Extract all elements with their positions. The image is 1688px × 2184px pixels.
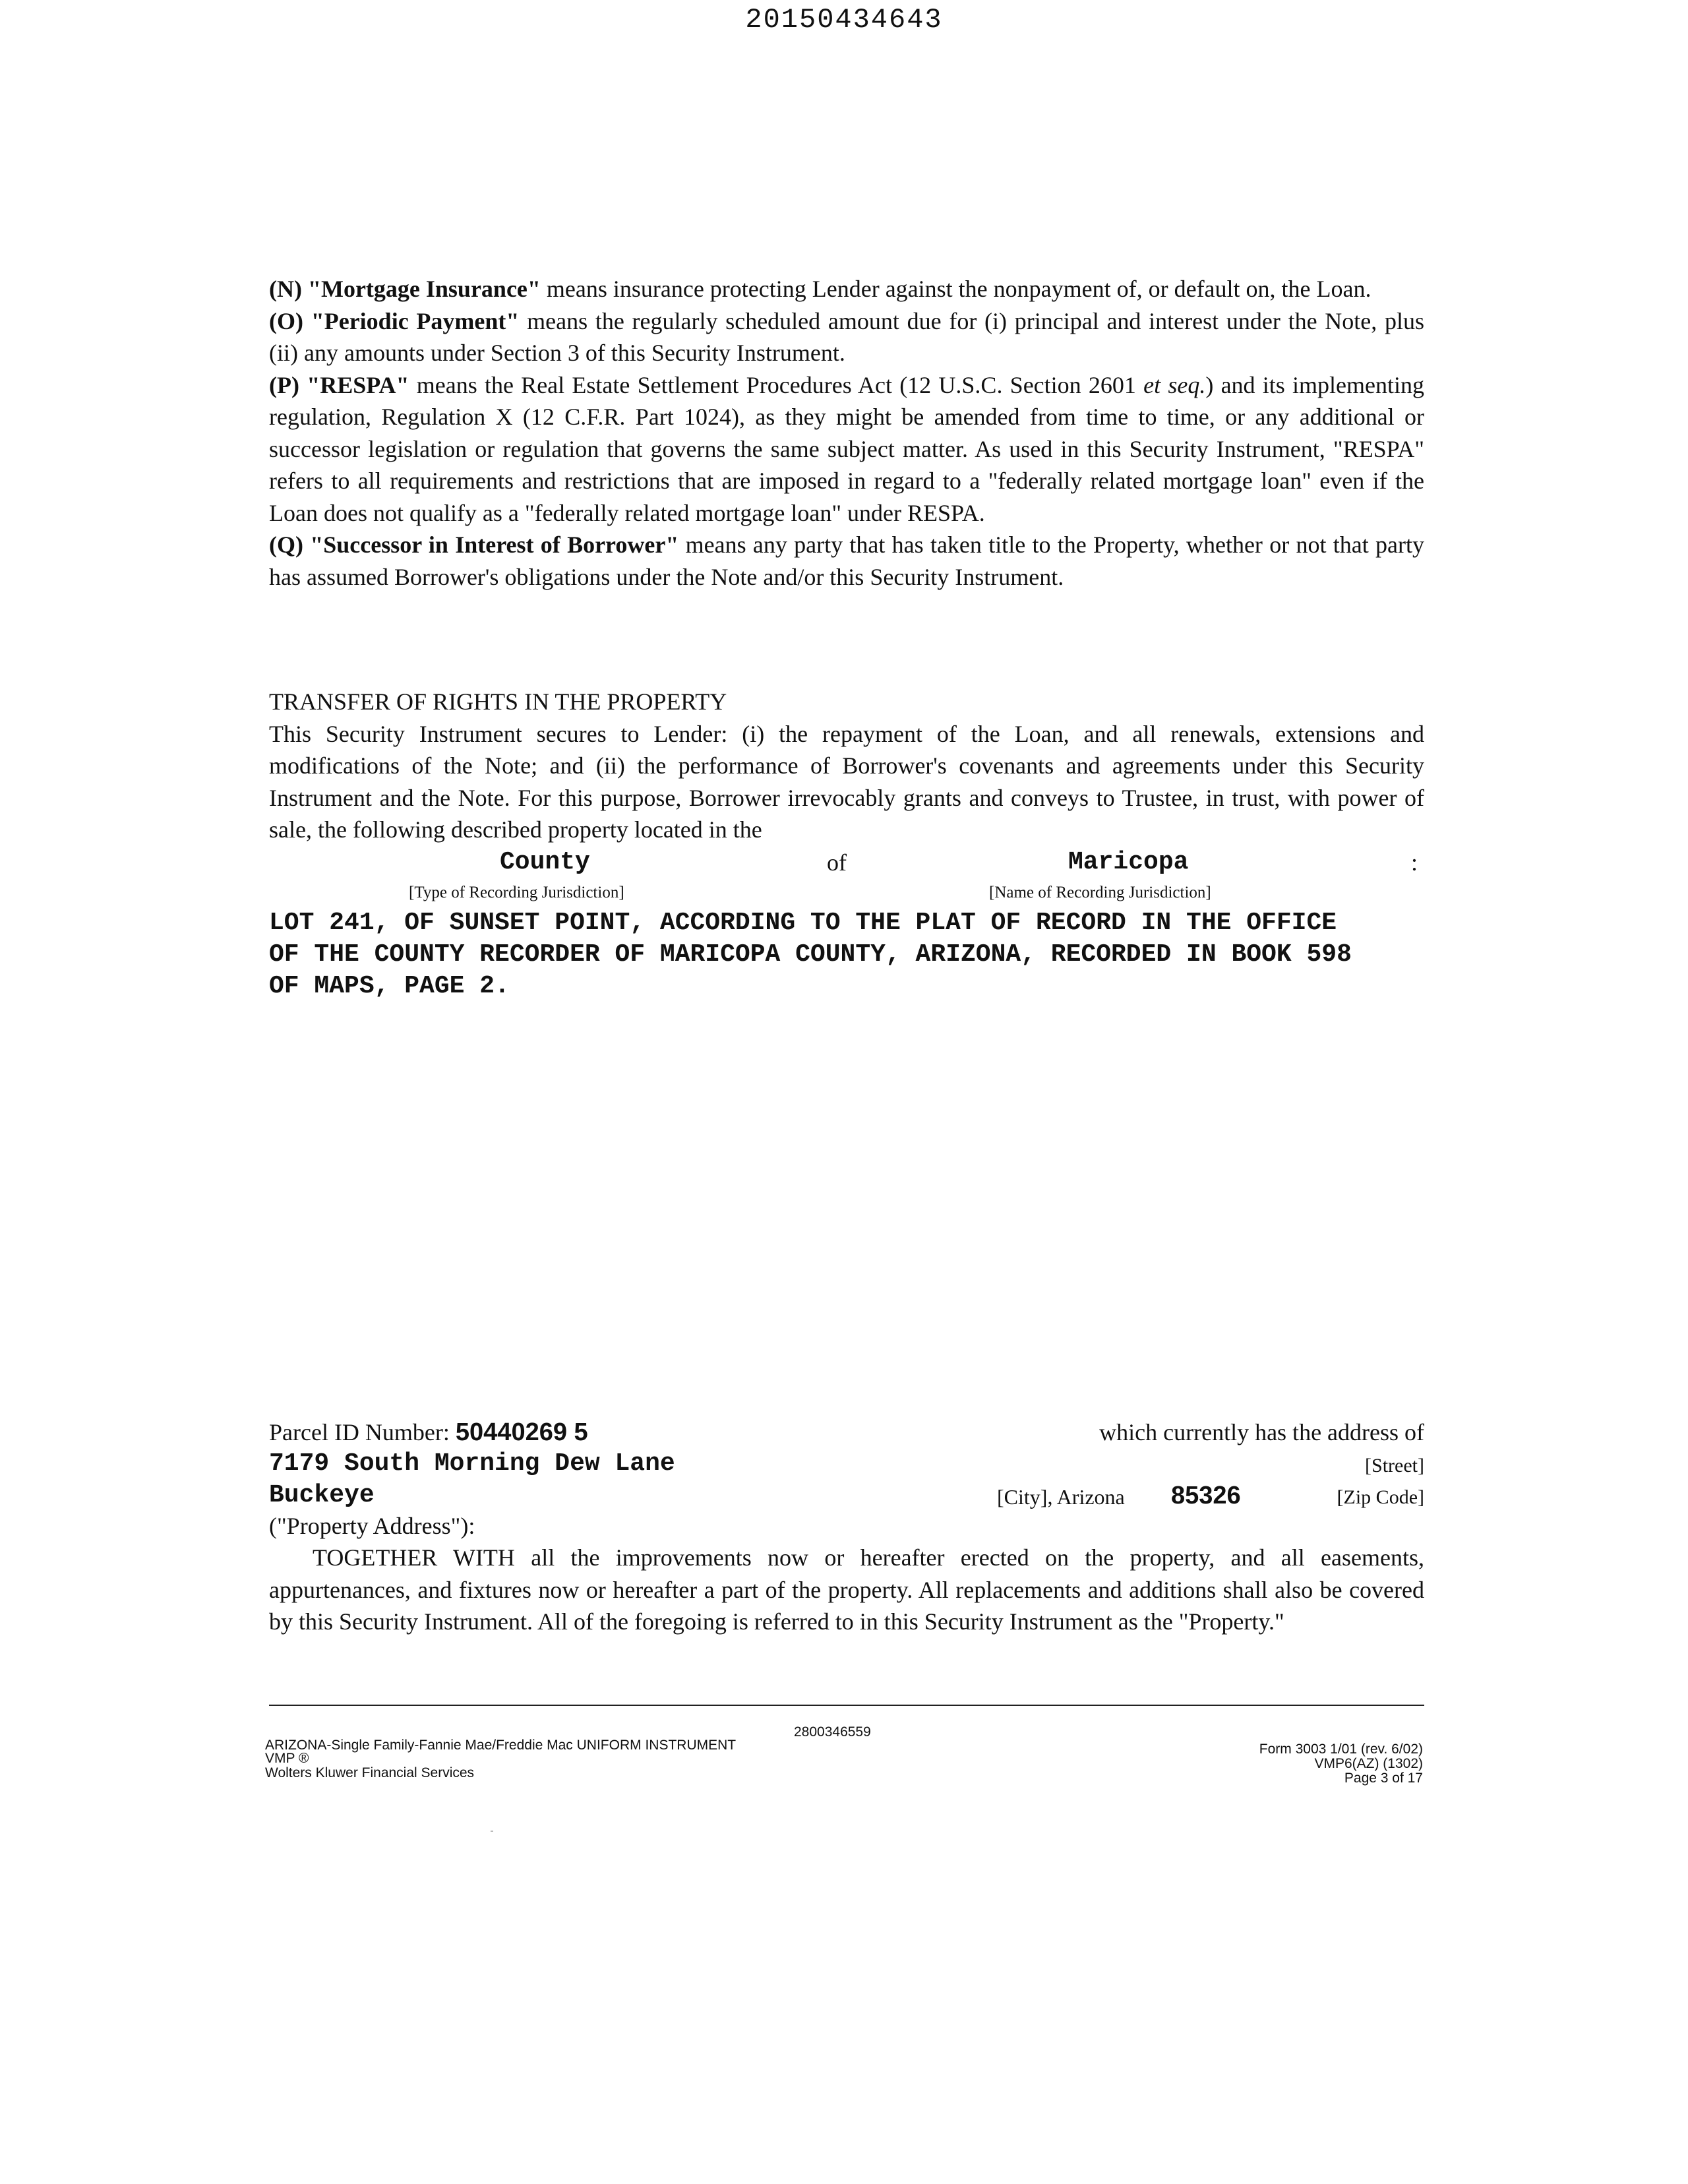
definition-text: means any party that has taken title to the Property, whether or not that party has assumed Borrower's obligations under the Note and/or this Security Instrument. <box>269 531 1425 590</box>
definition-label: (O) <box>269 307 303 334</box>
together-section <box>269 1542 1424 1638</box>
loan-number: 2800346559 <box>794 1724 871 1740</box>
definition-o <box>269 305 1424 369</box>
definition-italic: et seq. <box>1143 371 1206 398</box>
form-code: VMP6(AZ) (1302) <box>1314 1756 1423 1771</box>
form-number: Form 3003 1/01 (rev. 6/02) <box>1259 1742 1423 1757</box>
transfer-body: This Security Instrument secures to Lender: (i) the repayment of the Loan, and all renewals, extensions and modifications of the Note; and (ii) the performance of Borrower's covenants and agreements under this Security Instrument and the Note. For this purpose, Borrower irrevocably grants and conveys to Trustee, in trust, with power of sale, the following described property located in the <box>269 720 1424 843</box>
jurisdiction-of: of <box>827 849 847 876</box>
address-of-text: which currently has the address of <box>1099 1419 1424 1445</box>
definition-q <box>269 529 1424 593</box>
definition-term: "RESPA" <box>307 371 409 398</box>
jurisdiction-name: Maricopa <box>1068 848 1189 876</box>
jurisdiction-type: County <box>500 848 590 876</box>
zip-caption: [Zip Code] <box>1337 1486 1424 1508</box>
document-number: 20150434643 <box>745 4 943 36</box>
legal-line: OF MAPS, PAGE 2. <box>269 972 510 1000</box>
definition-text: ) and its implementing regulation, Regulation X (12 C.F.R. Part 1024), as they might be amended from time to time, or any additional or successor legislation or regulation that governs the same subject matter. As used in this Security Instrument, "RESPA" refers to all requirements and restrictions that are imposed in regard to a "federally related mortgage loan" even if the Loan does not qualify as a "federally related mortgage loan" under RESPA. <box>269 371 1424 526</box>
definition-p <box>269 369 1424 530</box>
parcel-label: Parcel ID Number: <box>269 1419 450 1445</box>
legal-line: LOT 241, OF SUNSET POINT, ACCORDING TO THE PLAT OF RECORD IN THE OFFICE <box>269 909 1337 937</box>
legal-description <box>269 907 1352 1002</box>
transfer-section <box>269 686 1424 846</box>
jurisdiction-colon: : <box>1411 849 1418 876</box>
parcel-number: 50440269 5 <box>455 1418 588 1446</box>
definition-n <box>269 273 1424 305</box>
definition-label: (Q) <box>269 531 303 558</box>
legal-line: OF THE COUNTY RECORDER OF MARICOPA COUNTY, ARIZONA, RECORDED IN BOOK 598 <box>269 940 1352 969</box>
parcel-row <box>269 1416 588 1449</box>
street-caption: [Street] <box>1365 1455 1424 1476</box>
definition-label: (P) <box>269 371 299 398</box>
definition-term: "Mortgage Insurance" <box>307 276 541 302</box>
footer-divider <box>269 1705 1424 1706</box>
publisher: Wolters Kluwer Financial Services <box>265 1765 475 1780</box>
definition-label: (N) <box>269 276 302 302</box>
definitions-section <box>269 273 1424 593</box>
city-caption: [City], Arizona <box>997 1485 1125 1509</box>
city: Buckeye <box>269 1481 375 1509</box>
together-paragraph: TOGETHER WITH all the improvements now or hereafter erected on the property, and all easements, appurtenances, and fixtures now or hereafter a part of the property. All replacements and additions shall also be covered by this Security Instrument. All of the foregoing is referred to in this Security Instrument as the "Property." <box>269 1544 1424 1635</box>
vmp-mark: VMP ® <box>265 1751 309 1766</box>
instrument-line: ARIZONA-Single Family-Fannie Mae/Freddie Mac UNIFORM INSTRUMENT <box>265 1738 737 1753</box>
street-address: 7179 South Morning Dew Lane <box>269 1449 675 1478</box>
definition-term: "Periodic Payment" <box>311 307 520 334</box>
name-caption: [Name of Recording Jurisdiction] <box>989 884 1211 901</box>
scan-speck <box>491 1831 493 1832</box>
zip-code: 85326 <box>1171 1482 1241 1509</box>
definition-text: means insurance protecting Lender against the nonpayment of, or default on, the Loan. <box>540 276 1372 302</box>
transfer-heading: TRANSFER OF RIGHTS IN THE PROPERTY <box>269 688 727 715</box>
page-number: Page 3 of 17 <box>1344 1771 1423 1786</box>
type-caption: [Type of Recording Jurisdiction] <box>409 884 624 901</box>
definition-text: means the Real Estate Settlement Procedures Act (12 U.S.C. Section 2601 <box>409 371 1144 398</box>
definition-text: means the regularly scheduled amount due for (i) principal and interest under the Note, plus (ii) any amounts under Section 3 of this Security Instrument. <box>269 307 1425 366</box>
property-address-label: ("Property Address"): <box>269 1513 475 1539</box>
definition-term: "Successor in Interest of Borrower" <box>310 531 679 558</box>
